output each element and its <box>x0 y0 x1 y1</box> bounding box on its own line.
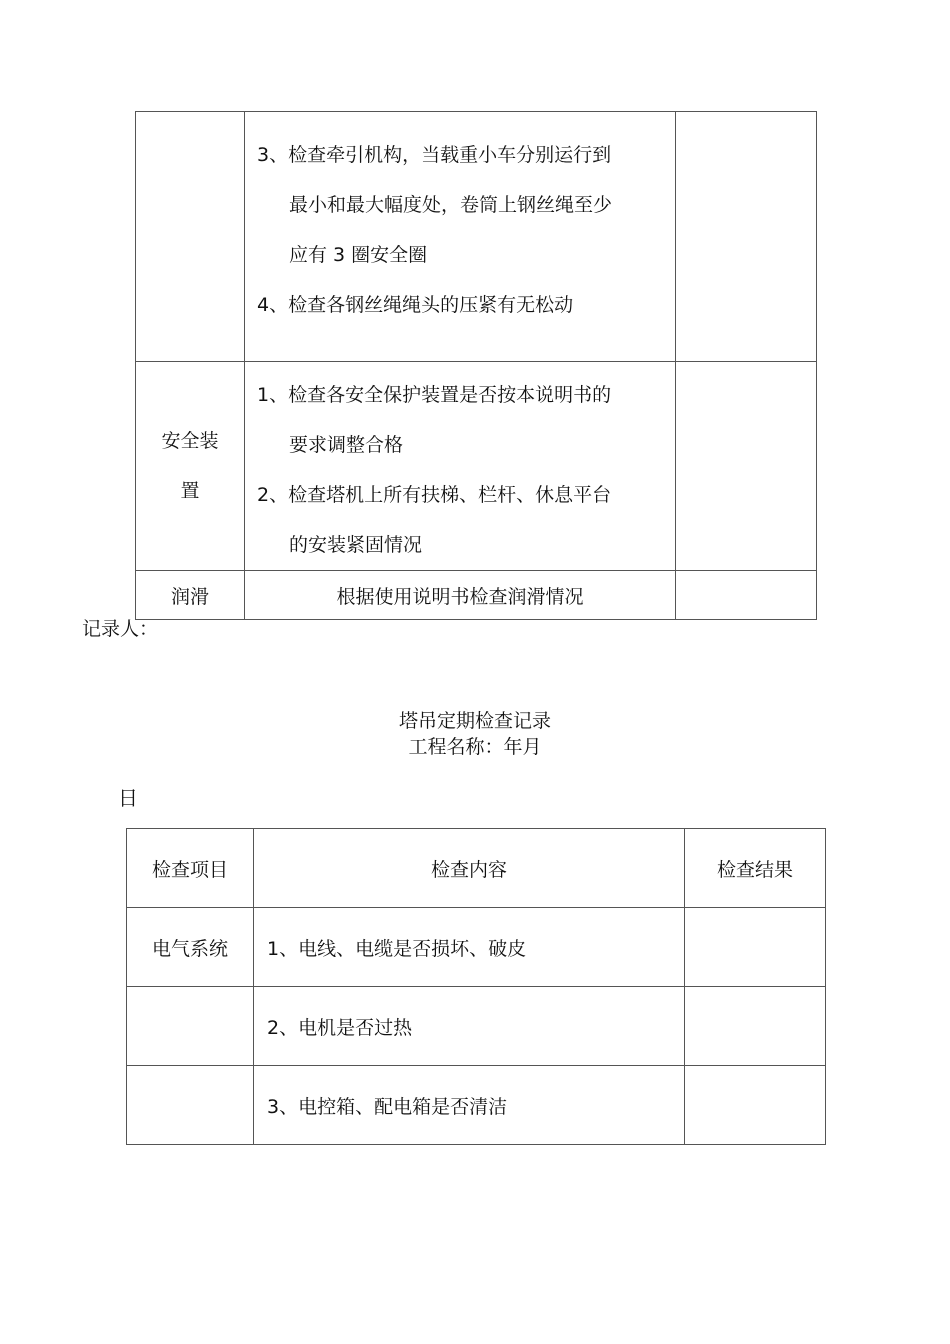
result-cell <box>676 571 817 620</box>
content-text: 根据使用说明书检查润滑情况 <box>336 585 584 608</box>
category-cell <box>136 362 245 571</box>
list-item-continuation: 的安装紧固情况 <box>289 534 423 556</box>
list-item-continuation: 应有 3 圈安全圈 <box>289 244 428 266</box>
category-label: 润滑 <box>170 585 209 608</box>
content-cell <box>254 987 685 1066</box>
content-cell <box>254 908 685 987</box>
result-cell <box>676 362 817 571</box>
table-row <box>136 571 817 620</box>
list-item: 1、检查各安全保护装置是否按本说明书的 <box>257 384 612 406</box>
content-cell <box>254 1066 685 1145</box>
list-item: 3、检查牵引机构，当载重小车分别运行到 <box>257 144 612 166</box>
category-cell <box>136 571 245 620</box>
content-text: 3、电控箱、配电箱是否清洁 <box>267 1095 508 1118</box>
item-cell <box>127 1066 254 1145</box>
result-cell <box>685 987 826 1066</box>
table-row <box>127 987 826 1066</box>
list-item-continuation: 最小和最大幅度处，卷筒上钢丝绳至少 <box>289 194 613 216</box>
result-cell <box>685 1066 826 1145</box>
list-item: 2、检查塔机上所有扶梯、栏杆、休息平台 <box>257 484 612 506</box>
content-cell <box>245 571 676 620</box>
recorder-label: 记录人： <box>82 618 159 640</box>
table-row <box>136 112 817 362</box>
table-row <box>127 1066 826 1145</box>
inspection-table-continued <box>135 111 817 620</box>
inspection-table <box>126 828 826 1145</box>
category-cell <box>136 112 245 362</box>
table-row <box>136 362 817 571</box>
result-cell <box>685 908 826 987</box>
day-label: 日 <box>118 786 138 810</box>
content-cell <box>245 112 676 362</box>
content-cell <box>245 362 676 571</box>
list-item-continuation: 要求调整合格 <box>289 434 404 456</box>
table-header-row <box>127 829 826 908</box>
content-text: 1、电线、电缆是否损坏、破皮 <box>267 937 527 960</box>
content-text: 2、电机是否过热 <box>267 1016 413 1039</box>
item-cell <box>127 987 254 1066</box>
result-cell <box>676 112 817 362</box>
table-row <box>127 908 826 987</box>
list-item: 4、检查各钢丝绳绳头的压紧有无松动 <box>257 294 574 316</box>
document-title: 塔吊定期检查记录 <box>398 710 551 732</box>
category-label: 置 <box>180 480 200 502</box>
header-result: 检查结果 <box>685 829 826 908</box>
item-cell: 电气系统 <box>127 908 254 987</box>
project-name-line: 工程名称：年月 <box>408 736 542 758</box>
header-item: 检查项目 <box>127 829 254 908</box>
header-content: 检查内容 <box>254 829 685 908</box>
category-label: 安全装 <box>161 430 219 452</box>
